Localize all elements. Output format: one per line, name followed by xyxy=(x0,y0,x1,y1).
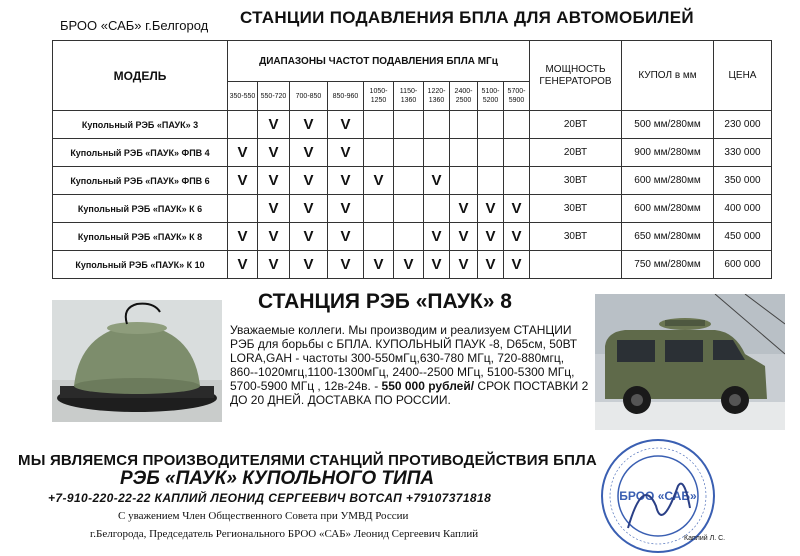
price-cell: 330 000 xyxy=(714,139,772,167)
header-dome: КУПОЛ в мм xyxy=(622,41,714,111)
band-mark xyxy=(424,139,450,167)
dome-cell: 600 мм/280мм xyxy=(622,195,714,223)
band-mark xyxy=(394,195,424,223)
freq-1150-1360: 1150-1360 xyxy=(394,82,424,111)
price-cell: 450 000 xyxy=(714,223,772,251)
table-row xyxy=(53,111,772,139)
band-mark xyxy=(424,195,450,223)
table-row xyxy=(53,223,772,251)
price-table xyxy=(52,40,772,279)
band-mark xyxy=(228,195,258,223)
band-mark: V xyxy=(290,251,328,279)
freq-1050-1250: 1050-1250 xyxy=(364,82,394,111)
seal-text: БРОО «САБ» xyxy=(619,489,697,503)
manufacturer-statement: МЫ ЯВЛЯЕМСЯ ПРОИЗВОДИТЕЛЯМИ СТАНЦИЙ ПРОТИВОДЕЙСТВИЯ БПЛА xyxy=(18,452,597,469)
band-mark: V xyxy=(450,251,478,279)
band-mark: V xyxy=(478,223,504,251)
freq-850-960: 850-960 xyxy=(328,82,364,111)
band-mark xyxy=(228,111,258,139)
band-mark xyxy=(364,223,394,251)
band-mark: V xyxy=(228,167,258,195)
station-title: СТАНЦИЯ РЭБ «ПАУК» 8 xyxy=(258,290,512,313)
price-cell: 230 000 xyxy=(714,111,772,139)
band-mark: V xyxy=(258,139,290,167)
price-cell: 400 000 xyxy=(714,195,772,223)
org-name: БРОО «САБ» г.Белгород xyxy=(60,18,209,33)
band-mark: V xyxy=(504,251,530,279)
regards-line-1: С уважением Член Общественного Совета при УМВД России xyxy=(118,510,409,522)
freq-2400-2500: 2400-2500 xyxy=(450,82,478,111)
band-mark xyxy=(504,139,530,167)
price-cell: 350 000 xyxy=(714,167,772,195)
band-mark: V xyxy=(478,195,504,223)
band-mark: V xyxy=(228,139,258,167)
band-mark xyxy=(504,111,530,139)
dome-cell: 500 мм/280мм xyxy=(622,111,714,139)
freq-550-720: 550-720 xyxy=(258,82,290,111)
power-cell: 20ВТ xyxy=(530,111,622,139)
band-mark: V xyxy=(478,251,504,279)
band-mark: V xyxy=(290,139,328,167)
page-title: СТАНЦИИ ПОДАВЛЕНИЯ БПЛА ДЛЯ АВТОМОБИЛЕЙ xyxy=(240,8,694,27)
regards-line-2: г.Белгорода, Председатель Регионального БРОО «САБ» Леонид Сергеевич Каплий xyxy=(90,528,479,540)
band-mark xyxy=(424,111,450,139)
band-mark: V xyxy=(258,251,290,279)
band-mark: V xyxy=(504,223,530,251)
header-bands: ДИАПАЗОНЫ ЧАСТОТ ПОДАВЛЕНИЯ БПЛА МГц xyxy=(228,41,530,82)
power-cell: 30ВТ xyxy=(530,223,622,251)
band-mark: V xyxy=(364,251,394,279)
dome-cell: 900 мм/280мм xyxy=(622,139,714,167)
model-name: Купольный РЭБ «ПАУК» К 6 xyxy=(53,195,228,223)
freq-5100-5200: 5100-5200 xyxy=(478,82,504,111)
contact-line: +7-910-220-22-22 КАПЛИЙ ЛЕОНИД СЕРГЕЕВИЧ ВОТСАП +79107371818 xyxy=(48,491,492,505)
band-mark xyxy=(450,139,478,167)
band-mark xyxy=(478,167,504,195)
band-mark: V xyxy=(424,251,450,279)
band-mark: V xyxy=(328,111,364,139)
freq-700-850: 700-850 xyxy=(290,82,328,111)
band-mark: V xyxy=(394,251,424,279)
band-mark xyxy=(394,167,424,195)
model-name: Купольный РЭБ «ПАУК» 3 xyxy=(53,111,228,139)
model-name: Купольный РЭБ «ПАУК» ФПВ 6 xyxy=(53,167,228,195)
band-mark: V xyxy=(328,195,364,223)
band-mark xyxy=(394,223,424,251)
band-mark: V xyxy=(364,167,394,195)
power-cell: 20ВТ xyxy=(530,139,622,167)
band-mark: V xyxy=(290,223,328,251)
band-mark: V xyxy=(328,139,364,167)
band-mark: V xyxy=(424,223,450,251)
table-row xyxy=(53,167,772,195)
band-mark: V xyxy=(290,167,328,195)
dome-cell: 650 мм/280мм xyxy=(622,223,714,251)
signature-name: Каплий Л. С. xyxy=(684,535,726,542)
band-mark: V xyxy=(228,223,258,251)
band-mark: V xyxy=(258,195,290,223)
band-mark: V xyxy=(328,251,364,279)
band-mark xyxy=(478,139,504,167)
band-mark xyxy=(450,111,478,139)
van-photo xyxy=(595,294,785,430)
table-row xyxy=(53,251,772,279)
power-cell: 30ВТ xyxy=(530,195,622,223)
band-mark: V xyxy=(258,167,290,195)
band-mark xyxy=(364,111,394,139)
band-mark xyxy=(504,167,530,195)
band-mark: V xyxy=(290,195,328,223)
band-mark xyxy=(478,111,504,139)
station-description xyxy=(230,323,590,407)
table-row xyxy=(53,195,772,223)
band-mark: V xyxy=(504,195,530,223)
model-name: Купольный РЭБ «ПАУК» К 8 xyxy=(53,223,228,251)
band-mark xyxy=(364,195,394,223)
power-cell xyxy=(530,251,622,279)
desc-part2: СРОК ПОСТАВКИ 2 ДО 20 ДНЕЙ. ДОСТАВКА ПО РОССИИ. xyxy=(230,379,589,407)
band-mark: V xyxy=(258,223,290,251)
product-line: РЭБ «ПАУК» КУПОЛЬНОГО ТИПА xyxy=(120,468,435,489)
band-mark xyxy=(364,139,394,167)
table-row xyxy=(53,139,772,167)
power-cell: 30ВТ xyxy=(530,167,622,195)
desc-price: 550 000 рублей/ xyxy=(381,379,475,393)
band-mark: V xyxy=(450,195,478,223)
header-price: ЦЕНА xyxy=(714,41,772,111)
van-illustration xyxy=(595,294,785,430)
band-mark xyxy=(450,167,478,195)
dome-cell: 600 мм/280мм xyxy=(622,167,714,195)
desc-part1: Уважаемые коллеги. Мы производим и реализуем СТАНЦИИ РЭБ для борьбы с БПЛА. КУПОЛЬНЫЙ ПАУК -8, D65см, 50ВТ LORA,GAH - частоты 300-550мГц,630-780 МГц, 720-880мгц, 860--1020мгц,1100-1300мГц, 2400--2500 МГц, 5100-5300 МГц, 5700-5900 МГц , 12в-24в. - xyxy=(230,323,578,393)
band-mark: V xyxy=(290,111,328,139)
band-mark: V xyxy=(228,251,258,279)
dome-illustration xyxy=(52,300,222,422)
header-power: МОЩНОСТЬ ГЕНЕРАТОРОВ xyxy=(530,41,622,111)
band-mark: V xyxy=(328,167,364,195)
dome-cell: 750 мм/280мм xyxy=(622,251,714,279)
model-name: Купольный РЭБ «ПАУК» ФПВ 4 xyxy=(53,139,228,167)
freq-5700-5900: 5700-5900 xyxy=(504,82,530,111)
header-model: МОДЕЛЬ xyxy=(53,41,228,111)
band-mark: V xyxy=(258,111,290,139)
band-mark: V xyxy=(328,223,364,251)
dome-station-photo xyxy=(52,300,222,422)
freq-350-550: 350-550 xyxy=(228,82,258,111)
price-cell: 600 000 xyxy=(714,251,772,279)
band-mark: V xyxy=(450,223,478,251)
band-mark xyxy=(394,111,424,139)
freq-1220-1360: 1220-1360 xyxy=(424,82,450,111)
band-mark: V xyxy=(424,167,450,195)
model-name: Купольный РЭБ «ПАУК» К 10 xyxy=(53,251,228,279)
band-mark xyxy=(394,139,424,167)
